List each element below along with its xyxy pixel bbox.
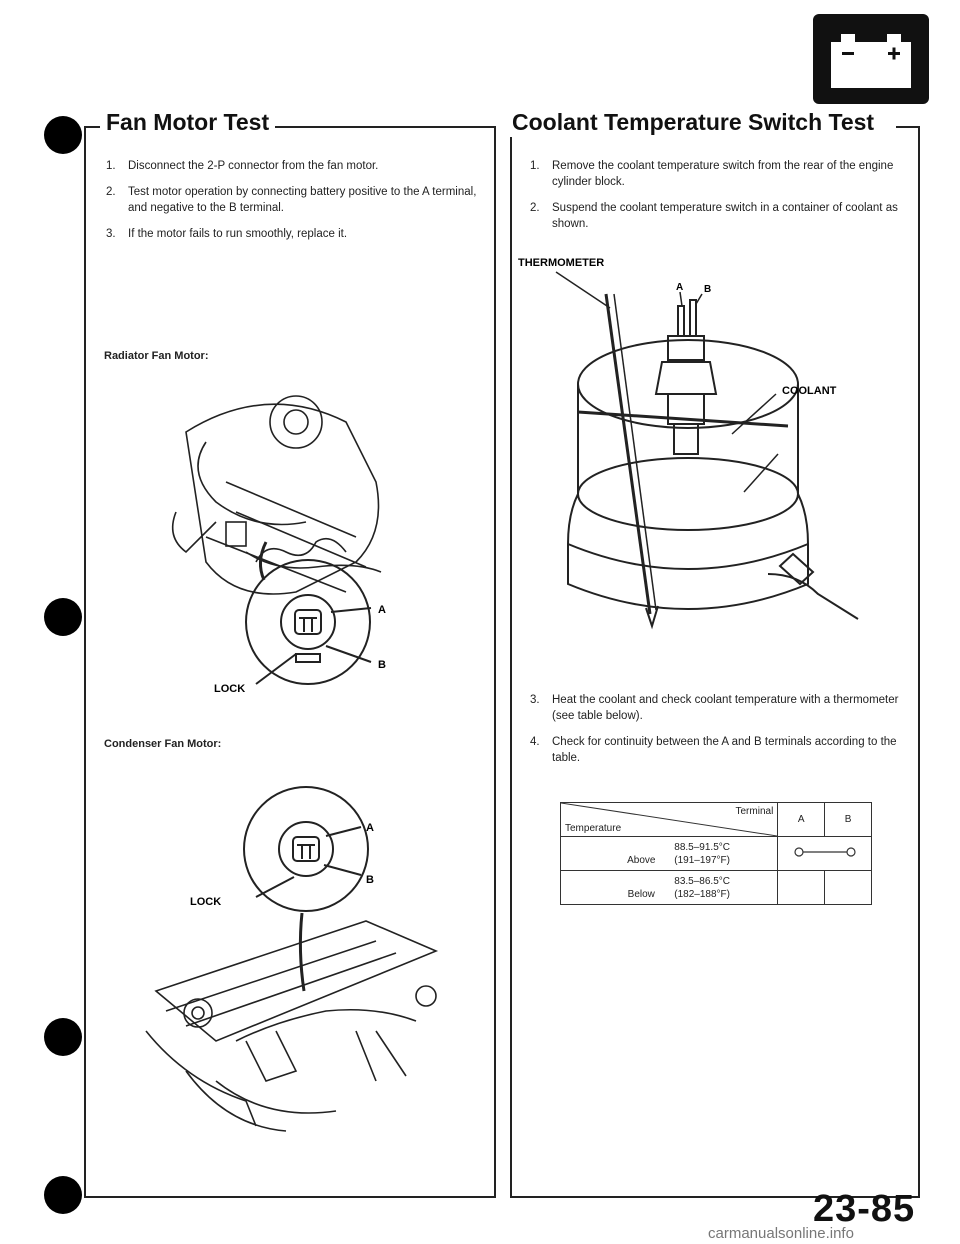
header-terminal: Terminal bbox=[735, 806, 774, 817]
step-item: 3. If the motor fails to run smoothly, replace it. bbox=[106, 228, 348, 240]
coolant-switch-steps-top bbox=[530, 158, 902, 242]
condenser-label-lock: LOCK bbox=[190, 896, 222, 908]
table-row bbox=[561, 871, 872, 905]
coolant-switch-steps-bottom bbox=[530, 692, 902, 776]
step-item: 1. Disconnect the 2-P connector from the fan motor. bbox=[106, 160, 379, 172]
row-label: Above88.5–91.5°C (191–197°F) bbox=[561, 837, 778, 871]
fan-motor-steps bbox=[106, 158, 478, 252]
battery-icon bbox=[813, 14, 929, 104]
binder-hole bbox=[44, 598, 82, 636]
switch-label-b: B bbox=[704, 284, 712, 295]
condenser-label-a: A bbox=[366, 822, 374, 834]
radiator-label-a: A bbox=[378, 604, 386, 616]
page-number: 23-85 bbox=[813, 1188, 916, 1230]
condenser-label-b: B bbox=[366, 874, 374, 886]
coolant-switch-test-panel bbox=[510, 109, 920, 1198]
header-temperature: Temperature bbox=[565, 823, 622, 834]
binder-hole bbox=[44, 1018, 82, 1056]
binder-hole bbox=[44, 116, 82, 154]
header-col-b: B bbox=[825, 803, 872, 837]
step-item: 2. Test motor operation by connecting battery positive to the A terminal, and negative to the B terminal. bbox=[106, 186, 477, 214]
step-item: 3. Heat the coolant and check coolant temperature with a thermometer (see table below). bbox=[530, 694, 899, 722]
header-col-a: A bbox=[778, 803, 825, 837]
empty-cell bbox=[825, 871, 872, 905]
switch-label-a: A bbox=[676, 282, 684, 293]
watermark: carmanualsonline.info bbox=[708, 1225, 854, 1242]
section-title-coolant-switch: Coolant Temperature Switch Test bbox=[506, 107, 880, 137]
table-header-row bbox=[561, 803, 872, 837]
binder-hole bbox=[44, 1176, 82, 1214]
condenser-fan-motor-caption: Condenser Fan Motor: bbox=[104, 738, 222, 750]
continuity-symbol bbox=[785, 845, 865, 859]
radiator-label-lock: LOCK bbox=[214, 683, 246, 695]
step-item: 1. Remove the coolant temperature switch from the rear of the engine cylinder block. bbox=[530, 160, 894, 188]
fan-motor-test-panel bbox=[84, 109, 496, 1198]
empty-cell bbox=[778, 871, 825, 905]
step-item: 4. Check for continuity between the A and B terminals according to the table. bbox=[530, 736, 897, 764]
row-label: Below83.5–86.5°C (182–188°F) bbox=[561, 871, 778, 905]
radiator-fan-motor-illustration bbox=[146, 362, 446, 712]
table-row bbox=[561, 837, 872, 871]
radiator-label-b: B bbox=[378, 659, 386, 671]
label-thermometer: THERMOMETER bbox=[518, 257, 605, 269]
table-header-corner bbox=[561, 803, 778, 837]
section-title-fan-motor: Fan Motor Test bbox=[100, 107, 275, 137]
label-coolant: COOLANT bbox=[782, 385, 837, 397]
continuity-cell bbox=[778, 837, 872, 871]
coolant-container-illustration bbox=[518, 254, 914, 654]
condenser-fan-motor-illustration bbox=[126, 781, 456, 1141]
step-item: 2. Suspend the coolant temperature switch in a container of coolant as shown. bbox=[530, 202, 898, 230]
radiator-fan-motor-caption: Radiator Fan Motor: bbox=[104, 350, 209, 362]
continuity-table bbox=[560, 802, 872, 905]
